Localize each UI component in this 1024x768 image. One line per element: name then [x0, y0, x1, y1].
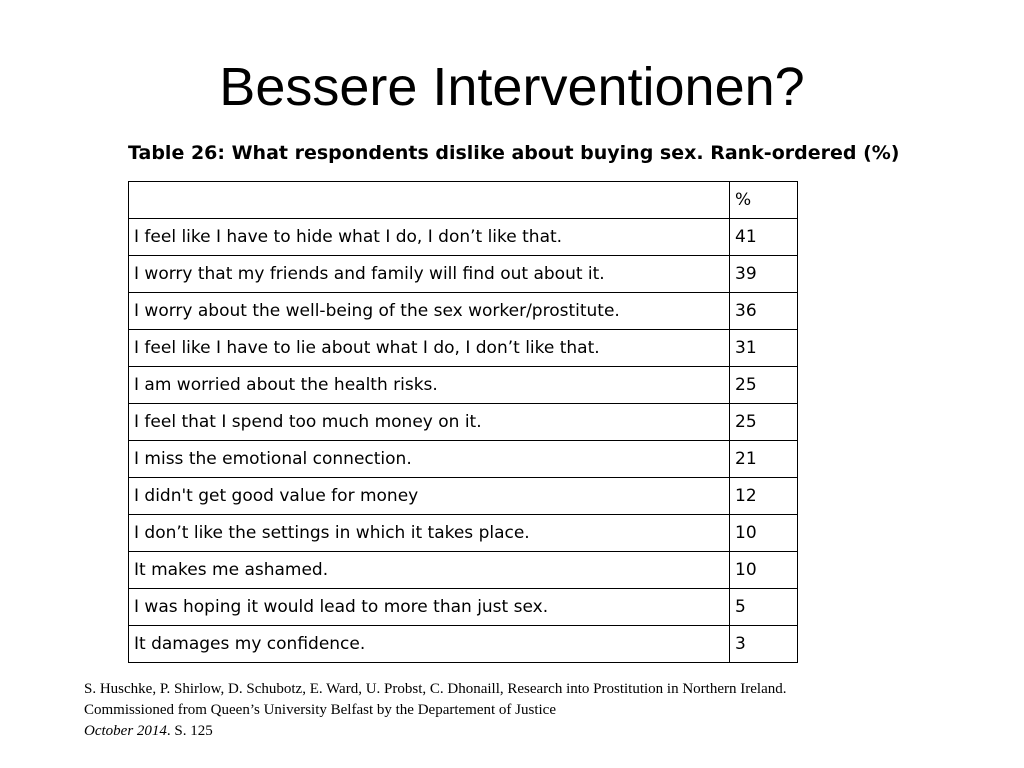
citation-date-italic: October 2014: [84, 723, 167, 739]
table-row: [129, 441, 798, 478]
row-percent-cell: 39: [730, 256, 798, 293]
row-percent-cell: 3: [730, 626, 798, 663]
row-item-cell: I miss the emotional connection.: [129, 441, 730, 478]
row-percent-cell: 31: [730, 330, 798, 367]
slide-title: Bessere Interventionen?: [219, 57, 805, 117]
row-percent-cell: 10: [730, 515, 798, 552]
row-percent-cell: 5: [730, 589, 798, 626]
row-item-cell: I was hoping it would lead to more than just sex.: [129, 589, 730, 626]
row-percent-cell: 12: [730, 478, 798, 515]
citation-line-date: [84, 721, 786, 742]
data-table: [128, 181, 798, 663]
table-row: [129, 219, 798, 256]
table-row: [129, 256, 798, 293]
row-item-cell: I am worried about the health risks.: [129, 367, 730, 404]
row-percent-cell: 10: [730, 552, 798, 589]
source-citation: [84, 679, 786, 742]
row-item-cell: I feel like I have to hide what I do, I don’t like that.: [129, 219, 730, 256]
table-row: [129, 293, 798, 330]
row-percent-cell: 21: [730, 441, 798, 478]
row-item-cell: I worry about the well-being of the sex worker/prostitute.: [129, 293, 730, 330]
citation-line-authors: S. Huschke, P. Shirlow, D. Schubotz, E. Ward, U. Probst, C. Dhonaill, Research into Prostitution in Northern Ireland.: [84, 681, 787, 697]
table-row: [129, 404, 798, 441]
row-item-cell: I feel like I have to lie about what I do, I don’t like that.: [129, 330, 730, 367]
table-row: [129, 478, 798, 515]
row-item-cell: I worry that my friends and family will find out about it.: [129, 256, 730, 293]
table-row: [129, 589, 798, 626]
row-item-cell: I don’t like the settings in which it takes place.: [129, 515, 730, 552]
table-row: [129, 367, 798, 404]
row-percent-cell: 25: [730, 367, 798, 404]
row-item-cell: It damages my confidence.: [129, 626, 730, 663]
header-cell-item: [129, 182, 730, 219]
table-row: [129, 552, 798, 589]
row-percent-cell: 25: [730, 404, 798, 441]
header-cell-percent: %: [730, 182, 798, 219]
row-item-cell: I didn't get good value for money: [129, 478, 730, 515]
table-row: [129, 626, 798, 663]
row-percent-cell: 36: [730, 293, 798, 330]
row-percent-cell: 41: [730, 219, 798, 256]
citation-line-commission: Commissioned from Queen’s University Belfast by the Departement of Justice: [84, 702, 556, 718]
row-item-cell: I feel that I spend too much money on it.: [129, 404, 730, 441]
table-header-row: [129, 182, 798, 219]
citation-page: . S. 125: [166, 723, 213, 739]
table-row: [129, 330, 798, 367]
table-row: [129, 515, 798, 552]
row-item-cell: It makes me ashamed.: [129, 552, 730, 589]
table-caption: Table 26: What respondents dislike about buying sex. Rank-ordered (%): [128, 142, 900, 164]
